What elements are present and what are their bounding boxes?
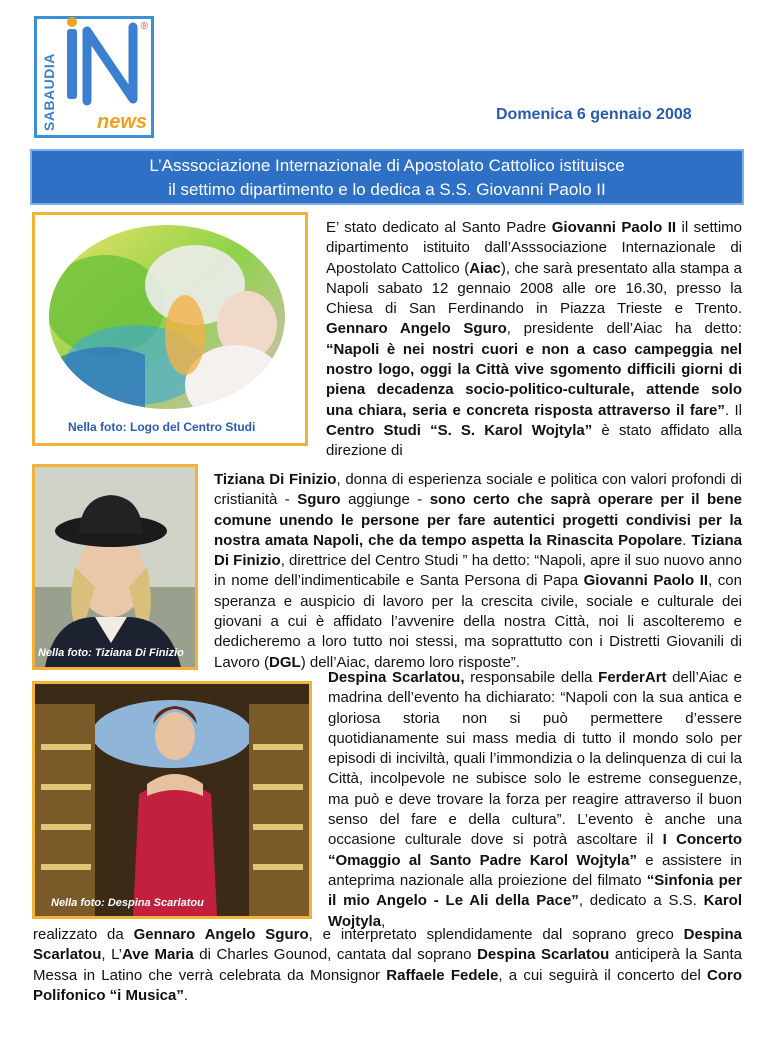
text-run: anticiperà la Santa Messa in Latino che verrà celebrata da Monsignor bbox=[33, 946, 743, 984]
text-run: , donna di esperienza sociale e politica con valori profondi di cristianità - bbox=[214, 471, 743, 509]
logo-news-text: news bbox=[97, 111, 148, 133]
text-run: il settimo dipartimento istituito dall’Asssociazione Internazionale di Apostolato Cattolico ( bbox=[326, 219, 743, 277]
bold-text-run: Giovanni Paolo II bbox=[551, 219, 677, 236]
text-run: realizzato da bbox=[33, 926, 134, 943]
photo-centro-studi-logo bbox=[32, 212, 308, 446]
bold-text-run: DGL bbox=[269, 653, 301, 671]
logo-n-icon bbox=[81, 21, 145, 109]
caption-photo3: Nella foto: Despina Scarlatou bbox=[51, 897, 204, 909]
centro-studi-image bbox=[35, 215, 305, 443]
bold-text-run: Gennaro Angelo Sguro bbox=[133, 926, 309, 943]
text-run: , e interpretato splendidamente dal soprano greco bbox=[308, 926, 684, 943]
bold-text-run: FerderArt bbox=[598, 669, 667, 686]
text-run: responsabile della bbox=[464, 669, 599, 686]
bold-text-run: Sguro bbox=[297, 491, 341, 509]
text-run: . bbox=[682, 531, 692, 549]
text-run: , dedicato a S.S. bbox=[578, 892, 704, 910]
logo-side-text: SABAUDIA bbox=[41, 53, 57, 131]
text-run: , presidente dell’Aiac ha detto: bbox=[506, 320, 742, 338]
text-run: dell’Aiac e madrina dell’evento ha dichiarato: “Napoli con la sua antica e gloriosa storia non si può permettere d’essere quotidianamente sui mass media di tutto il mondo solo per episodi di inciviltà, quali l’immondizia o la delinquenza di cui la Città, incolpevole ne subisce solo le estreme conseguenze, ma può e deve trovare la forza per reagire attraverso il buon senso del fare e della cultura”. L’evento è anche una occasione culturale dove si potrà ascoltare il bbox=[328, 669, 742, 849]
bold-text-run: Karol Wojtyla bbox=[328, 892, 742, 930]
text-run: , L’ bbox=[101, 946, 122, 964]
bold-text-run: Despina Scarlatou bbox=[477, 946, 610, 964]
bold-text-run: Despina Scarlatou bbox=[33, 926, 743, 964]
bold-text-run: I Concerto “Omaggio al Santo Padre Karol Wojtyla” bbox=[328, 831, 742, 869]
text-run: ), che sarà presentato alla stampa a Napoli sabato 12 gennaio 2008 alle ore 16.30, presso la Chiesa di San Ferdinando in Piazza Trieste e Trento. bbox=[326, 259, 742, 318]
bold-text-run: “Napoli è nei nostri cuori e non a caso campeggia nel nostro logo, oggi la Città vive sgomento difficili giorni di piena decadenza socio-politico-culturale, attende solo una chiara, seria e concreta risposta attraverso il fare” bbox=[326, 340, 742, 419]
bold-text-run: Tiziana Di Finizio bbox=[214, 531, 742, 570]
text-run: è stato affidato alla direzione di bbox=[326, 421, 742, 460]
text-run: ) dell’Aiac, daremo loro risposte”. bbox=[300, 653, 520, 671]
article-paragraph-2 bbox=[214, 470, 742, 673]
bold-text-run: “Sinfonia per il mio Angelo - Le Ali della Pace” bbox=[328, 871, 742, 910]
bold-text-run: Aiac bbox=[469, 259, 501, 277]
photo-despina-scarlatou bbox=[32, 681, 312, 919]
text-run: , direttrice del Centro Studi ” ha detto: “Napoli, apre il suo nuovo anno in nome dell’indimenticabile e Santa Persona di Papa bbox=[214, 552, 742, 590]
caption-photo2: Nella foto: Tiziana Di Finizio bbox=[38, 647, 184, 659]
bold-text-run: Giovanni Paolo II bbox=[583, 572, 709, 590]
caption-photo1: Nella foto: Logo del Centro Studi bbox=[68, 420, 256, 434]
portrait-despina bbox=[35, 684, 309, 916]
article-paragraph-4 bbox=[33, 925, 742, 1006]
text-run: aggiunge - bbox=[340, 491, 430, 509]
headline-line-1: L’Asssociazione Internazionale di Apostolato Cattolico istituisce bbox=[149, 156, 625, 175]
text-run: . bbox=[183, 986, 189, 1004]
text-run: , a cui seguirà il concerto del bbox=[498, 966, 707, 984]
bold-text-run: Ave Maria bbox=[121, 946, 194, 964]
sabaudia-news-logo bbox=[34, 16, 154, 138]
article-paragraph-1 bbox=[326, 218, 742, 462]
logo-dot-icon bbox=[67, 17, 77, 27]
article-paragraph-3 bbox=[328, 668, 742, 932]
photo-tiziana-di-finizio bbox=[32, 464, 198, 670]
bold-text-run: Raffaele Fedele bbox=[386, 966, 499, 984]
bold-text-run: Tiziana Di Finizio bbox=[214, 471, 337, 488]
bold-text-run: Centro Studi “S. S. Karol Wojtyla” bbox=[326, 421, 593, 439]
registered-mark: ® bbox=[140, 21, 148, 32]
headline-bar bbox=[30, 149, 744, 205]
text-run: e assistere in anteprima nazionale alla proiezione del filmato bbox=[328, 851, 742, 889]
bold-text-run: sono certo che saprà operare per il bene comune unendo le persone per fare autentici progetti condivisi per la nostra amata Napoli, che da tempo aspetta la Rinascita Popolare bbox=[214, 491, 742, 549]
text-run: di Charles Gounod, cantata dal soprano bbox=[193, 946, 478, 964]
headline-line-2: il settimo dipartimento e lo dedica a S.S. Giovanni Paolo II bbox=[168, 180, 606, 199]
bold-text-run: Gennaro Angelo Sguro bbox=[326, 320, 507, 338]
logo-i-letter bbox=[67, 29, 77, 99]
text-run: . Il bbox=[724, 401, 743, 419]
text-run: , con speranza e auspicio di lavoro per la crescita civile, sociale e culturale dei giovani a cui è affidato l’avvenire della nostra Città, noi li ascolteremo e dedicheremo a loro tutto noi stessi, ma soprattutto con i Distretti Giovanili di Lavoro ( bbox=[214, 572, 742, 671]
issue-date: Domenica 6 gennaio 2008 bbox=[496, 106, 692, 123]
text-run: , bbox=[381, 912, 386, 930]
bold-text-run: Despina Scarlatou, bbox=[328, 669, 465, 686]
portrait-tiziana bbox=[35, 467, 195, 667]
bold-text-run: Coro Polifonico “i Musica” bbox=[33, 966, 742, 1004]
text-run: E’ stato dedicato al Santo Padre bbox=[326, 219, 552, 236]
